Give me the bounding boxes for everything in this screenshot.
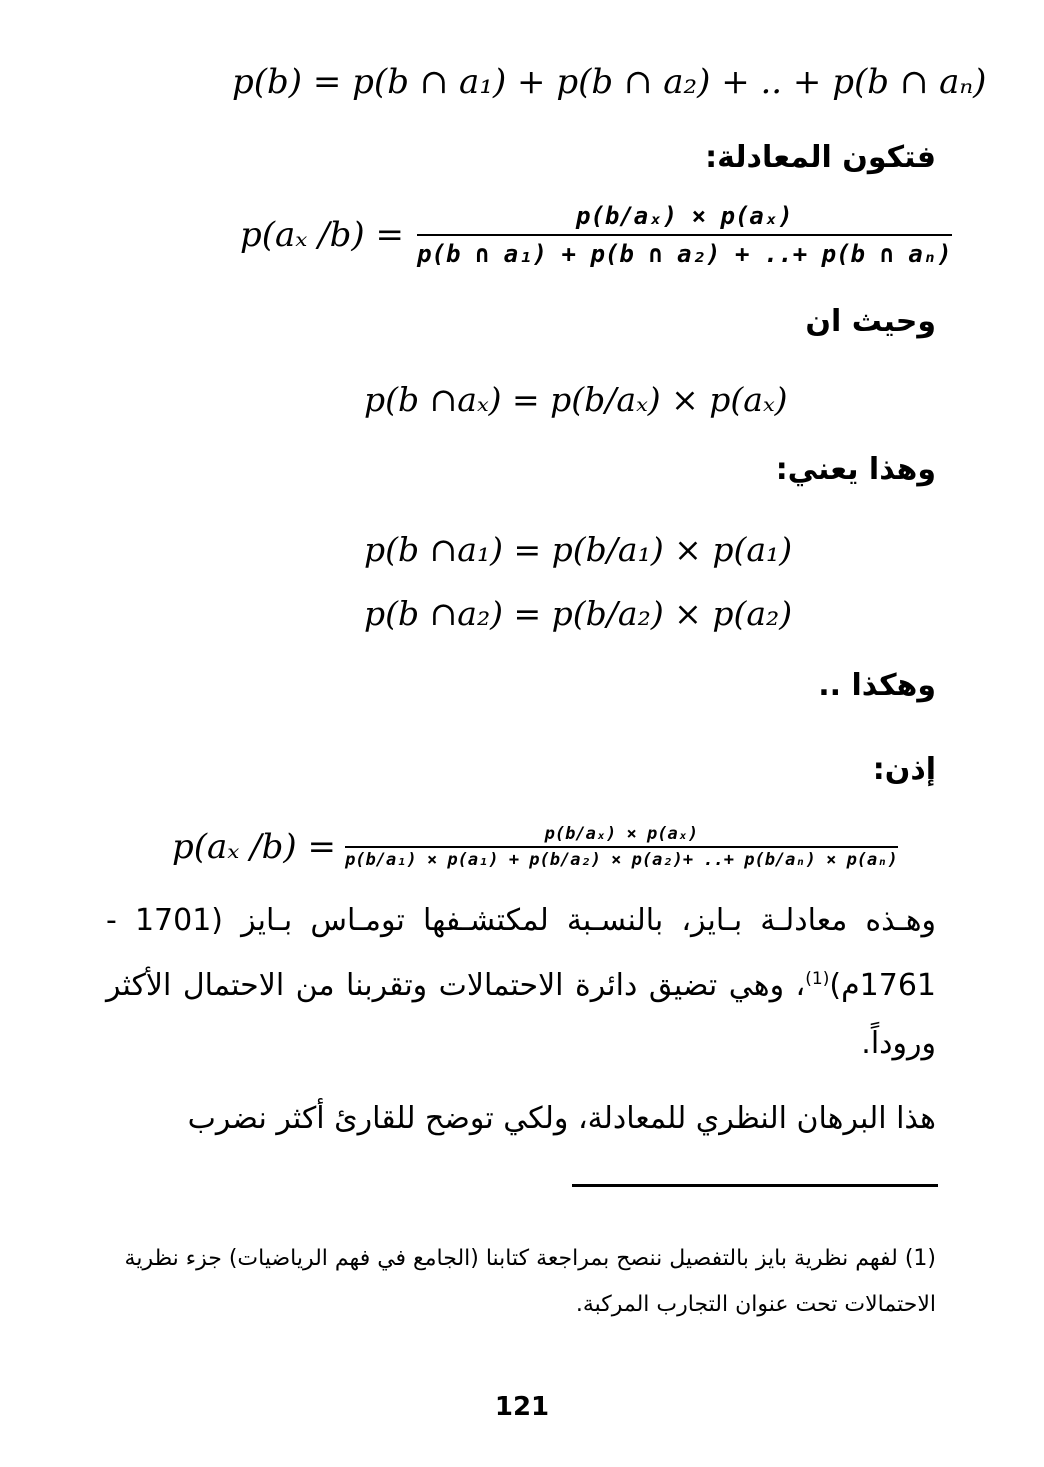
paragraph-bayes: [106, 892, 936, 1073]
footnote-reference[interactable]: (1): [805, 969, 830, 989]
heading-this-means: وهذا يعني:: [775, 452, 936, 487]
bayes-equation-final: [172, 824, 898, 870]
final-fraction-denominator: p(b/a₁) × p(a₁) + p(b/a₂) × p(a₂)+ ..+ p(b/aₙ) × p(aₙ): [345, 850, 898, 870]
fraction-numerator: p(b/aₓ) × p(aₓ): [576, 202, 793, 230]
page-number: 121: [494, 1392, 550, 1422]
paragraph-bayes-text-1: وهـذه معادلـة بـايز، بالنسـبة لمكتشـفها تومـاس بـايز (1701 - 1761م): [106, 903, 936, 1003]
final-fraction-numerator: p(b/aₓ) × p(aₓ): [544, 824, 699, 844]
bayes-fraction: [417, 202, 952, 268]
paragraph-proof: هذا البرهان النظري للمعادلة، ولكي توضح للقارئ أكثر نضرب: [187, 1101, 936, 1136]
heading-and-since: وحيث ان: [805, 304, 936, 339]
footnote: (1) لفهم نظرية بايز بالتفصيل ننصح بمراجعة كتابنا (الجامع في فهم الرياضيات) جزء نظرية الاحتمالات تحت عنوان التجارب المركبة.: [124, 1246, 936, 1317]
paragraph-bayes-text-2: ، وهي تضيق دائرة الاحتمالات وتقربنا من الاحتمال الأكثر وروداً.: [106, 968, 936, 1061]
bayes-final-fraction: [345, 824, 898, 870]
bayes-final-lhs: p(aₓ /b) =: [172, 827, 336, 867]
footnote-separator: [572, 1184, 938, 1187]
fraction-denominator: p(b ∩ a₁) + p(b ∩ a₂) + ..+ p(b ∩ aₙ): [417, 240, 952, 268]
intersection-a2-equation: p(b ∩a₂) = p(b/a₂) × p(a₂): [364, 594, 793, 633]
total-probability-equation: p(b) = p(b ∩ a₁) + p(b ∩ a₂) + .. + p(b ∩ aₙ): [232, 62, 987, 102]
bayes-equation-first: [240, 202, 952, 268]
bayes-lhs: p(aₓ /b) =: [240, 215, 404, 255]
heading-then-equation: فتكون المعادلة:: [705, 140, 936, 175]
heading-and-so-on: وهكذا ..: [818, 668, 936, 703]
intersection-general-equation: p(b ∩aₓ) = p(b/aₓ) × p(aₓ): [364, 380, 788, 419]
heading-therefore: إذن:: [872, 752, 936, 787]
intersection-a1-equation: p(b ∩a₁) = p(b/a₁) × p(a₁): [364, 530, 793, 569]
